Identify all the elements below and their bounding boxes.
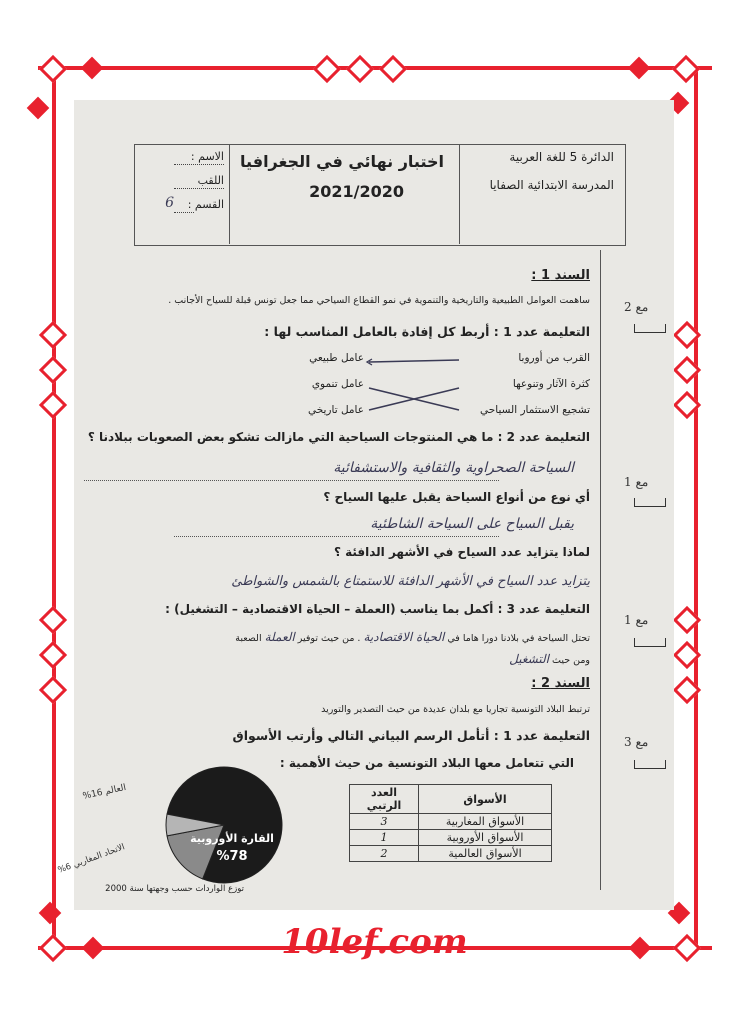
watermark-logo: 10lef.com <box>281 922 468 962</box>
school-year: 2021/2020 <box>309 182 404 201</box>
frame-ornament <box>39 356 67 384</box>
statement-item: القرب من أوروبا <box>518 352 590 364</box>
exam-title: اختبار نهائي في الجغرافيا <box>240 152 444 171</box>
score-box <box>634 324 666 333</box>
market-name: الأسواق المغاربية <box>419 814 552 830</box>
class-field-label: القسم : <box>187 198 224 211</box>
frame-ornament <box>39 606 67 634</box>
pie-label-maghreb: الاتحاد المغاربي 6% <box>56 842 127 876</box>
frame-ornament <box>81 57 104 80</box>
table-row <box>350 830 552 846</box>
market-name: الأسواق الأوروبية <box>419 830 552 846</box>
table-row <box>350 846 552 862</box>
market-rank: 2 <box>350 846 419 862</box>
header-divider <box>229 144 230 244</box>
header-divider <box>459 144 460 244</box>
markets-table <box>349 784 552 862</box>
frame-ornament <box>39 391 67 419</box>
frame-ornament <box>628 57 651 80</box>
table-header: الأسواق <box>419 785 552 814</box>
doc1-title: السند 1 : <box>531 268 590 283</box>
score-mark: مع 1 <box>624 613 649 627</box>
pie-label-europe: القارة الأوروبية <box>190 832 274 845</box>
frame-ornament <box>346 55 374 83</box>
task3-fill: العملة <box>264 630 295 644</box>
district-name: الدائرة 5 للغة العربية <box>509 150 614 164</box>
frame-ornament <box>27 97 50 120</box>
task3-title: التعليمة عدد 3 : أكمل بما يناسب (العملة – الحياة الاقتصادية – التشغيل) : <box>165 602 590 616</box>
doc2-title: السند 2 : <box>531 676 590 691</box>
doc2-task1-title: التعليمة عدد 1 : أتأمل الرسم البياني التالي وأرتب الأسواق <box>232 728 590 743</box>
frame-ornament <box>39 641 67 669</box>
task2-answer: السياحة الصحراوية والثقافية والاستشفائية <box>333 460 574 476</box>
question-tourism-type-answer: يقبل السياح على السياحة الشاطئية <box>370 516 574 532</box>
doc2-text: ترتبط البلاد التونسية تجاريا مع بلدان عديدة من حيث التصدير والتوريد <box>321 704 590 715</box>
table-header: العدد الرتبي <box>350 785 419 814</box>
surname-field-label: اللقب <box>197 174 224 187</box>
score-mark: مع 1 <box>624 475 649 489</box>
factor-item: عامل تنموي <box>311 378 364 390</box>
chart-caption: توزع الواردات حسب وجهتها سنة 2000 <box>105 884 244 894</box>
market-name: الأسواق العالمية <box>419 846 552 862</box>
statement-item: كثرة الآثار وتنوعها <box>512 378 590 390</box>
pie-label-europe-percent: %78 <box>216 849 248 864</box>
frame-ornament <box>39 676 67 704</box>
pie-label-world: العالم 16% <box>81 782 128 802</box>
question-tourism-type: أي نوع من أنواع السياحة يقبل عليها السياح ؟ <box>323 490 590 504</box>
market-rank: 1 <box>350 830 419 846</box>
class-field-value: 6 <box>165 195 174 211</box>
imports-pie-chart <box>56 760 284 885</box>
exam-paper <box>56 100 674 910</box>
frame-ornament <box>313 55 341 83</box>
margin-line <box>600 250 601 890</box>
task2-title: التعليمة عدد 2 : ما هي المنتوجات السياحية التي مازالت تشكو بعض الصعوبات ببلادنا ؟ <box>87 430 590 444</box>
statement-item: تشجيع الاستثمار السياحي <box>480 404 590 416</box>
factor-item: عامل طبيعي <box>309 352 364 364</box>
table-header-row <box>350 785 552 814</box>
market-rank: 3 <box>350 814 419 830</box>
name-field-label: الاسم : <box>190 150 224 163</box>
task3-sentence: ومن حيث التشغيل <box>509 652 590 666</box>
score-box <box>634 760 666 769</box>
question-warm-months-answer: يتزايد عدد السياح في الأشهر الدافئة للاستمتاع بالشمس والشواطئ <box>231 574 590 589</box>
question-warm-months: لماذا يتزايد عدد السياح في الأشهر الدافئة ؟ <box>333 545 590 559</box>
task3-fill: الحياة الاقتصادية <box>363 630 445 644</box>
doc1-text: ساهمت العوامل الطبيعية والتاريخية والتنموية في نمو القطاع السياحي مما جعل تونس قبلة للسياح الأجانب . <box>168 295 590 306</box>
score-box <box>634 498 666 507</box>
frame-top-line <box>38 66 712 70</box>
doc2-task1-subtitle: التي تتعامل معها البلاد التونسية من حيث الأهمية : <box>279 756 574 770</box>
factor-item: عامل تاريخي <box>307 404 364 416</box>
score-box <box>634 638 666 647</box>
school-name: المدرسة الابتدائية الصفايا <box>489 178 614 192</box>
frame-left-line <box>52 66 56 950</box>
matching-lines <box>364 355 464 415</box>
table-row <box>350 814 552 830</box>
task1-title: التعليمة عدد 1 : أربط كل إفادة بالعامل المناسب لها : <box>264 324 590 339</box>
frame-ornament <box>39 321 67 349</box>
frame-ornament <box>39 55 67 83</box>
task3-fill: التشغيل <box>509 652 549 666</box>
score-mark: مع 2 <box>624 300 649 314</box>
task3-sentence: تحتل السياحة في بلادنا دورا هاما في الحياة الاقتصادية . من حيث توفير العملة الصعبة <box>235 630 590 644</box>
frame-ornament <box>379 55 407 83</box>
score-mark: مع 3 <box>624 735 649 749</box>
frame-right-line <box>694 66 698 950</box>
frame-ornament <box>39 902 62 925</box>
